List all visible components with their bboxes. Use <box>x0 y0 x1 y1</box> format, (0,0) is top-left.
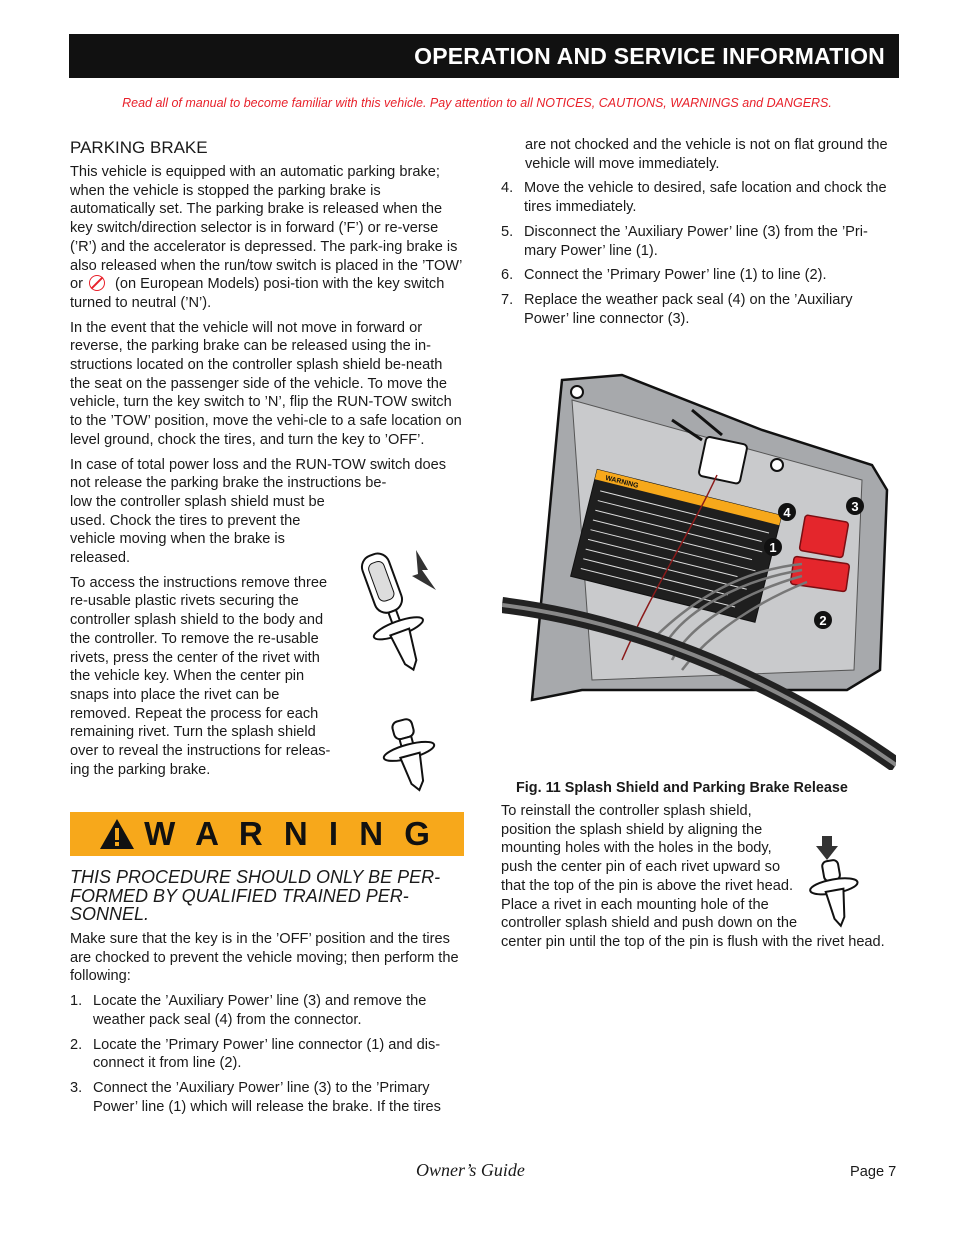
rivet-push-icon <box>806 832 866 932</box>
step-item <box>501 266 895 285</box>
callout-4: 4 <box>783 505 791 520</box>
footer-guide: Owner’s Guide <box>416 1160 525 1180</box>
step-number: 1. <box>70 993 83 1010</box>
paragraph-2: In the event that the vehicle will not move in forward or reverse, the parking brake can be released using the in-structions located on the controller splash shield be-neath the seat on the passenger side of the vehicle. To move the vehicle, turn the key switch to ’N’, flip the RUN-TOW switch to the ’TOW’ position, move the vehi-cle to a safe location on level ground, chock the tires, and turn the key to ’OFF’. <box>70 319 462 448</box>
step-item <box>501 179 895 216</box>
paragraph-3-a: In case of total power loss and the RUN-TOW switch does not release the parking brake the instructions be- <box>70 456 447 492</box>
notice-text: Read all of manual to become familiar with this vehicle. Pay attention to all NOTICES, CAUTIONS, WARNINGS and DANGERS. <box>122 96 832 110</box>
paragraph-1-b: (on European Models) posi-tion with the key switch turned to neutral (’N’). <box>70 276 445 311</box>
reinstall-text-a: To reinstall the controller splash shield, position the splash shield by aligning the mounting holes with the holes in the body, push the center pin of each rivet upward so that the top of the pin is above the rivet head. Place a rivet in each mounting hole of the controller splash shield and push down on the <box>501 803 798 932</box>
steps-list-left <box>70 992 466 1116</box>
no-tow-icon <box>89 275 105 291</box>
page-header <box>69 34 899 78</box>
step-text: Locate the ’Auxiliary Power’ line (3) and remove the weather pack seal (4) from the connector. <box>93 993 427 1028</box>
paragraph-3 <box>70 456 466 493</box>
step-text: Replace the weather pack seal (4) on the ’Auxiliary Power’ line connector (3). <box>524 291 853 327</box>
step-item <box>501 223 895 260</box>
step-text: Connect the ’Auxiliary Power’ line (3) to the ’Primary Power’ line (1) which will release the brake. If the tires <box>93 1079 441 1115</box>
section-title-parking-brake: PARKING BRAKE <box>70 138 208 157</box>
procedure-left <box>70 930 466 1122</box>
figure-caption: Fig. 11 Splash Shield and Parking Brake Release <box>516 780 848 796</box>
paragraph-3-b: low the controller splash shield must be used. Chock the tires to prevent the vehicle moving when the brake is released. <box>70 493 325 567</box>
steps-list-right <box>501 179 895 328</box>
step-number: 2. <box>70 1036 83 1053</box>
left-column <box>70 137 466 786</box>
warning-label: W A R N I N G <box>144 815 436 852</box>
rivet-icon <box>376 715 446 795</box>
step-text: Locate the ’Primary Power’ line connector (1) and dis-connect it from line (2). <box>93 1036 441 1072</box>
procedure-intro: Make sure that the key is in the ’OFF’ position and the tires are chocked to prevent the vehicle moving; then perform the following: <box>70 931 459 985</box>
step-number: 7. <box>501 291 514 308</box>
rivet-key-icon <box>356 540 446 680</box>
step-text: Connect the ’Primary Power’ line (1) to line (2). <box>524 267 827 284</box>
step-number: 6. <box>501 267 514 284</box>
step-item <box>70 1079 466 1116</box>
step-item <box>70 992 466 1029</box>
figure-label-warning: WARNING <box>604 474 640 490</box>
step-number: 5. <box>501 223 514 240</box>
paragraph-4: To access the instructions remove three re-usable plastic rivets securing the controller splash shield to the body and the controller. To remove the re-usable rivets, press the center of the rivet with the vehicle key. When the center pin snaps into place the rivet can be removed. Repeat the process for each remaining rivet. Turn the splash shield over to reveal the instructions for releas-ing the parking brake. <box>70 574 331 778</box>
warning-triangle-icon <box>98 817 136 851</box>
header-title: OPERATION AND SERVICE INFORMATION <box>414 42 885 69</box>
step-item <box>501 291 895 328</box>
callout-3: 3 <box>851 499 859 514</box>
callout-2: 2 <box>819 613 827 628</box>
warning-text: THIS PROCEDURE SHOULD ONLY BE PER-FORMED BY QUALIFIED TRAINED PER-SONNEL. <box>70 867 441 924</box>
procedure-right <box>501 136 895 334</box>
step-number: 4. <box>501 180 514 197</box>
step-text: Disconnect the ’Auxiliary Power’ line (3) from the ’Pri-mary Power’ line (1). <box>524 223 868 259</box>
splash-shield-figure <box>502 370 896 770</box>
step-text: Move the vehicle to desired, safe location and chock the tires immediately. <box>524 180 887 216</box>
callout-1: 1 <box>769 540 777 555</box>
paragraph-1-a: This vehicle is equipped with an automatic parking brake; when the vehicle is stopped the parking brake is automatically set. The parking brake is released when the key switch/direction selector is in forward (’F’) or re-verse (’R’) and the accelerator is depressed. The park-ing brake is also released when the run/tow switch is placed in the ’TOW’ or <box>70 164 462 293</box>
page-number: Page 7 <box>850 1164 897 1180</box>
step-item <box>70 1036 466 1073</box>
reinstall-text-b: center pin until the top of the pin is flush with the rivet head. <box>501 933 885 950</box>
warning-banner <box>70 812 464 856</box>
step-number: 3. <box>70 1079 83 1096</box>
paragraph-1 <box>70 163 466 313</box>
step-3-continued: are not chocked and the vehicle is not on flat ground the vehicle will move immediately. <box>525 137 888 172</box>
